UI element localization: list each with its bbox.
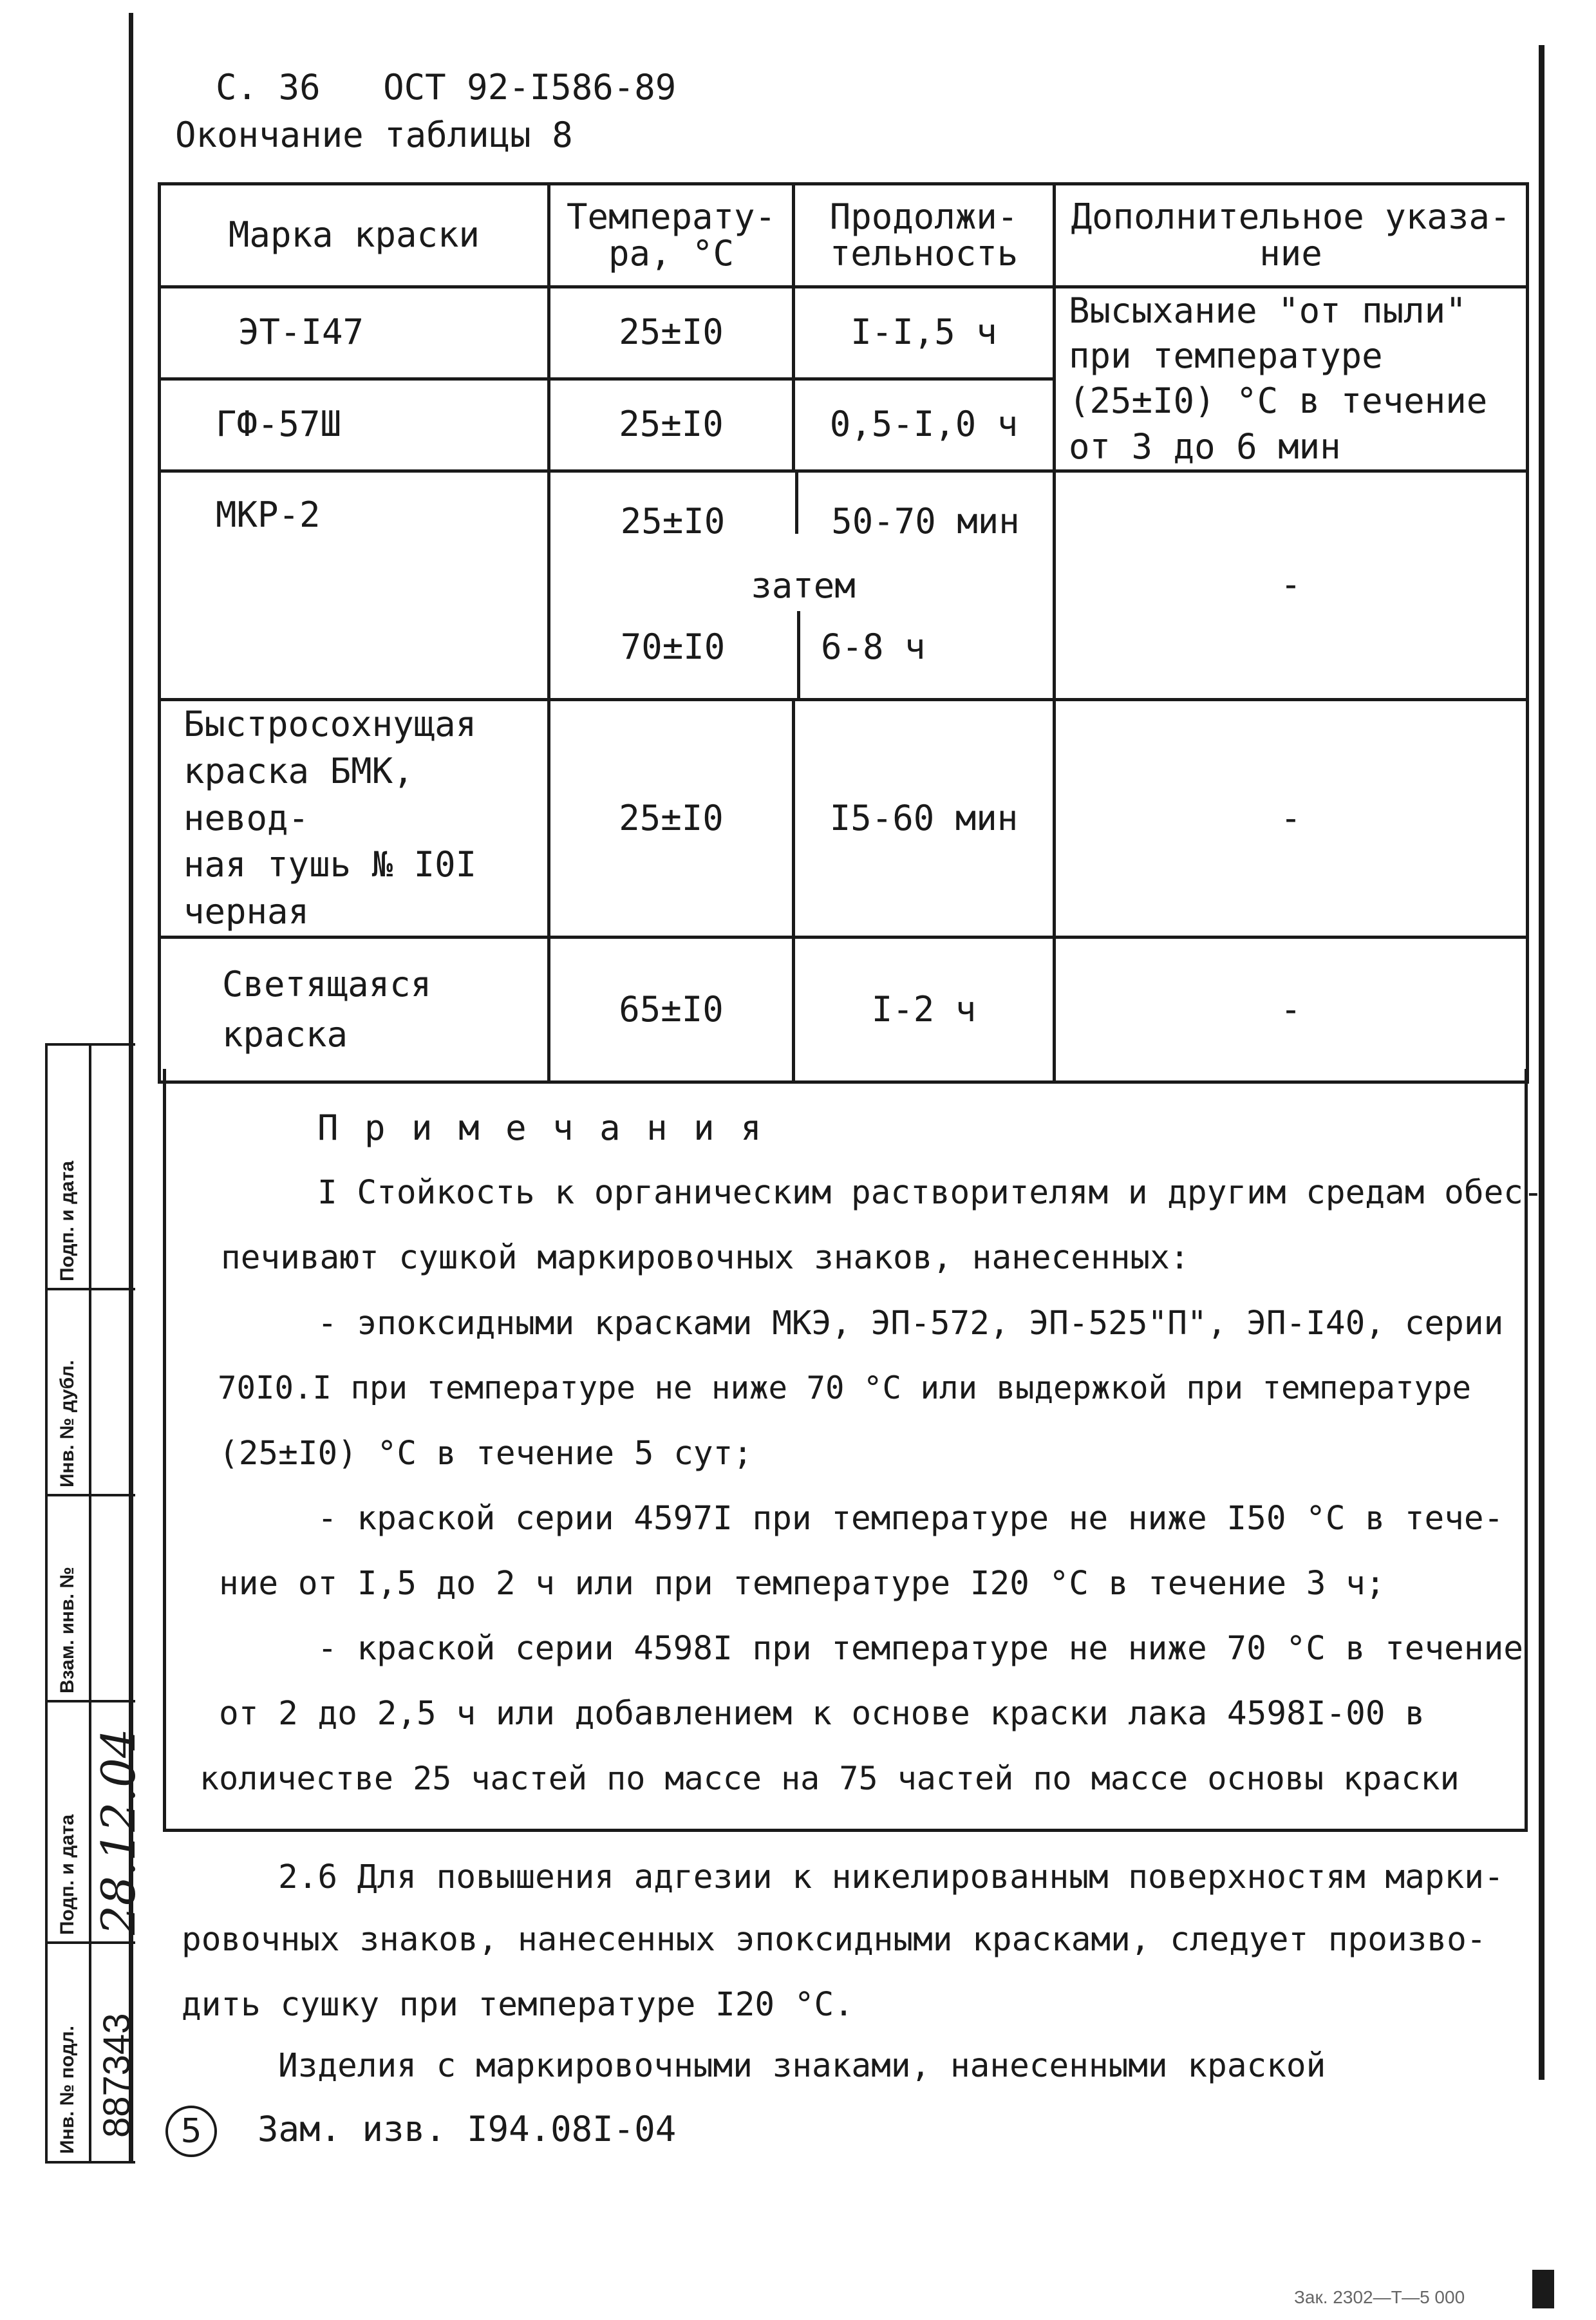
- mkr-divider-top: [795, 473, 798, 534]
- page-number-and-standard: [174, 35, 677, 108]
- cell-temperature: 25±I0: [549, 699, 794, 937]
- note-line: I Стойкость к органическим растворителям и другим средам обес-: [317, 1174, 1543, 1212]
- note-line: от 2 до 2,5 ч или добавлением к основе краски лака 4598I-00 в: [219, 1695, 1425, 1733]
- body-line: Изделия с маркировочными знаками, нанесенными краской: [278, 2047, 1326, 2085]
- stamp-line: [45, 1288, 135, 1290]
- header-mark: Марка краски: [160, 184, 549, 287]
- revision-number-circle: 5: [165, 2106, 217, 2157]
- stamp-label: Инв. № дубл.: [57, 1360, 78, 1487]
- cell-duration: I-2 ч: [794, 938, 1055, 1082]
- mkr-divider-bottom: [797, 611, 800, 698]
- mkr-temp-2: 70±I0: [620, 626, 726, 667]
- stamp-line: [89, 1043, 91, 2164]
- page-number: С. 36: [216, 67, 321, 108]
- cell-duration: I-I,5 ч: [794, 287, 1055, 379]
- cell-note: -: [1055, 471, 1528, 699]
- cell-note: -: [1055, 938, 1528, 1082]
- note-line: количестве 25 частей по массе на 75 частей по массе основы краски: [200, 1760, 1460, 1797]
- signature-date: 28.12.04: [91, 1728, 146, 1935]
- cell-duration: I5-60 мин: [794, 699, 1055, 937]
- mkr-duration-1: 50-70 мин: [831, 500, 1020, 542]
- cell-mark: Быстросохнущая краска БМК, невод- ная тушь № I0I черная: [160, 699, 549, 937]
- cell-temperature: 65±I0: [549, 938, 794, 1082]
- cell-duration: 0,5-I,0 ч: [794, 379, 1055, 471]
- stamp-label: Подп. и дата: [57, 1160, 78, 1281]
- scan-mark: [1532, 2270, 1554, 2308]
- table-8: [158, 182, 1529, 1084]
- cell-mark: ЭТ-I47: [160, 287, 549, 379]
- note-line: (25±I0) °C в течение 5 сут;: [219, 1435, 753, 1473]
- mkr-duration-2: 6-8 ч: [821, 626, 926, 667]
- mkr-then: затем: [751, 565, 856, 606]
- cell-mkr-regime: [549, 471, 1055, 699]
- body-line: ровочных знаков, нанесенных эпоксидными красками, следует произво-: [182, 1921, 1487, 1959]
- stamp-label: Инв. № подл.: [57, 2025, 78, 2154]
- order-number: Зак. 2302—Т—5 000: [1294, 2287, 1465, 2307]
- table-row: [160, 471, 1528, 699]
- note-line: 70I0.I при температуре не ниже 70 °C или выдержкой при температуре: [218, 1370, 1472, 1406]
- stamp-label: Взам. инв. №: [57, 1567, 78, 1693]
- table-row: [160, 938, 1528, 1082]
- cell-temperature: 25±I0: [549, 379, 794, 471]
- stamp-line: [45, 2161, 135, 2164]
- note-line: ние от I,5 до 2 ч или при температуре I20 °C в течение 3 ч;: [219, 1565, 1385, 1603]
- table-caption: Окончание таблицы 8: [175, 115, 573, 155]
- body-line: дить сушку при температуре I20 °C.: [182, 1986, 854, 2024]
- table-row: [160, 287, 1528, 379]
- revision-text: Зам. изв. I94.08I-04: [258, 2109, 677, 2149]
- right-page-border: [1539, 45, 1544, 2080]
- stamp-line: [45, 1494, 135, 1496]
- header-additional: Дополнительное указа- ние: [1055, 184, 1528, 287]
- side-stamp: [45, 1043, 146, 2164]
- mkr-temp-1: 25±I0: [620, 500, 726, 542]
- cell-mark: ГФ-57Ш: [160, 379, 549, 471]
- stamp-line: [45, 1043, 135, 1046]
- cell-mark: МКР-2: [160, 471, 549, 699]
- stamp-label: Подп. и дата: [57, 1814, 78, 1935]
- table-header-row: [160, 184, 1528, 287]
- inventory-number: 887343: [96, 2013, 138, 2138]
- cell-mark: Светящаяся краска: [160, 938, 549, 1082]
- cell-note: -: [1055, 699, 1528, 937]
- note-line: - краской серии 4597I при температуре не ниже I50 °C в тече-: [317, 1500, 1504, 1538]
- note-line: - эпоксидными красками МКЭ, ЭП-572, ЭП-525"П", ЭП-I40, серии: [317, 1305, 1504, 1343]
- stamp-line: [45, 1700, 135, 1702]
- cell-temperature: 25±I0: [549, 287, 794, 379]
- note-line: - краской серии 4598I при температуре не ниже 70 °C в течение: [317, 1630, 1523, 1668]
- table-row: [160, 699, 1528, 937]
- stamp-line: [45, 1043, 48, 2164]
- header-temperature: Температу- ра, °C: [549, 184, 794, 287]
- cell-shared-note: Высыхание "от пыли" при температуре (25±I0) °C в течение от 3 до 6 мин: [1055, 287, 1528, 471]
- body-line: 2.6 Для повышения адгезии к никелированным поверхностям марки-: [278, 1858, 1504, 1896]
- header-duration: Продолжи- тельность: [794, 184, 1055, 287]
- standard-code: ОСТ 92-I586-89: [383, 67, 677, 108]
- notes-title: П р и м е ч а н и я: [317, 1108, 764, 1148]
- note-line: печивают сушкой маркировочных знаков, нанесенных:: [221, 1239, 1190, 1277]
- stamp-line: [45, 1941, 135, 1944]
